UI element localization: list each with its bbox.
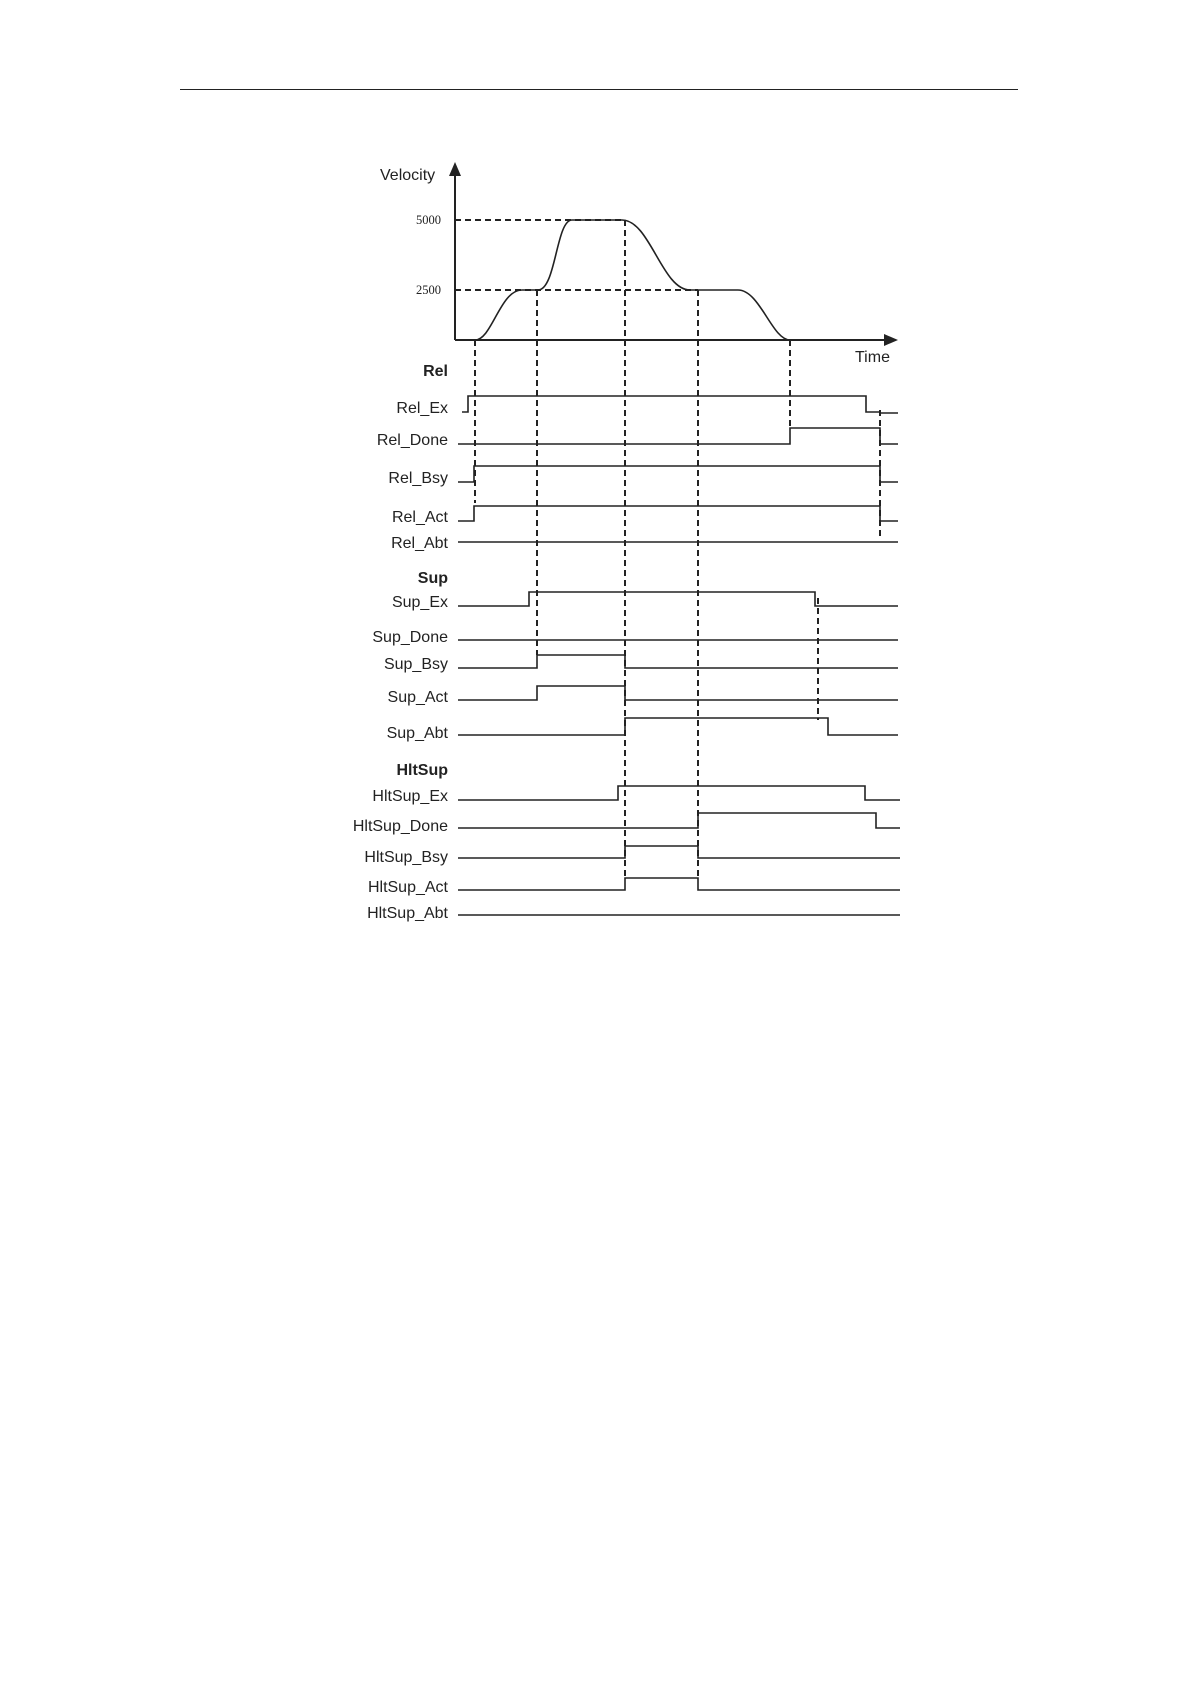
x-axis-arrow-icon [884,334,898,346]
group-label-hltsup: HltSup [396,762,448,779]
group-label-sup: Sup [417,570,448,587]
x-axis-label: Time [855,349,890,366]
y-axis-arrow-icon [449,162,461,176]
waveform-rel-act [458,506,898,521]
signal-label-rel-bsy: Rel_Bsy [388,470,448,487]
signal-label-hltsup-bsy: HltSup_Bsy [364,849,448,866]
signal-label-sup-done: Sup_Done [372,629,448,646]
velocity-axes [449,162,898,346]
waveform-sup-bsy [458,655,898,668]
waveform-hltsup-act [458,878,900,890]
signal-label-rel-ex: Rel_Ex [396,400,448,417]
signal-label-rel-done: Rel_Done [376,432,448,449]
waveform-rel-done [458,428,898,444]
waveform-sup-act [458,686,898,700]
signal-label-rel-act: Rel_Act [391,509,448,526]
waveform-sup-ex [458,592,898,606]
waveform-hltsup-ex [458,786,900,800]
signal-label-hltsup-ex: HltSup_Ex [372,788,448,805]
velocity-curve [455,220,820,340]
waveform-hltsup-bsy [458,846,900,858]
waveform-sup-abt [458,718,898,735]
tick-label-5000: 5000 [416,213,441,227]
signal-label-hltsup-act: HltSup_Act [367,879,448,896]
signal-label-rel-abt: Rel_Abt [391,535,448,552]
waveform-hltsup-done [458,813,900,828]
waveform-rel-bsy [458,466,898,482]
signal-label-hltsup-done: HltSup_Done [352,818,448,835]
waveform-rel-ex [462,396,898,413]
signal-label-sup-act: Sup_Act [387,689,448,706]
signal-label-sup-ex: Sup_Ex [391,594,448,611]
signal-label-sup-bsy: Sup_Bsy [383,656,448,673]
tick-label-2500: 2500 [416,283,441,297]
time-guides [475,220,880,880]
signal-label-hltsup-abt: HltSup_Abt [367,905,448,922]
y-axis-label: Velocity [380,167,436,184]
signal-label-sup-abt: Sup_Abt [386,725,448,742]
group-label-rel: Rel [423,363,448,380]
